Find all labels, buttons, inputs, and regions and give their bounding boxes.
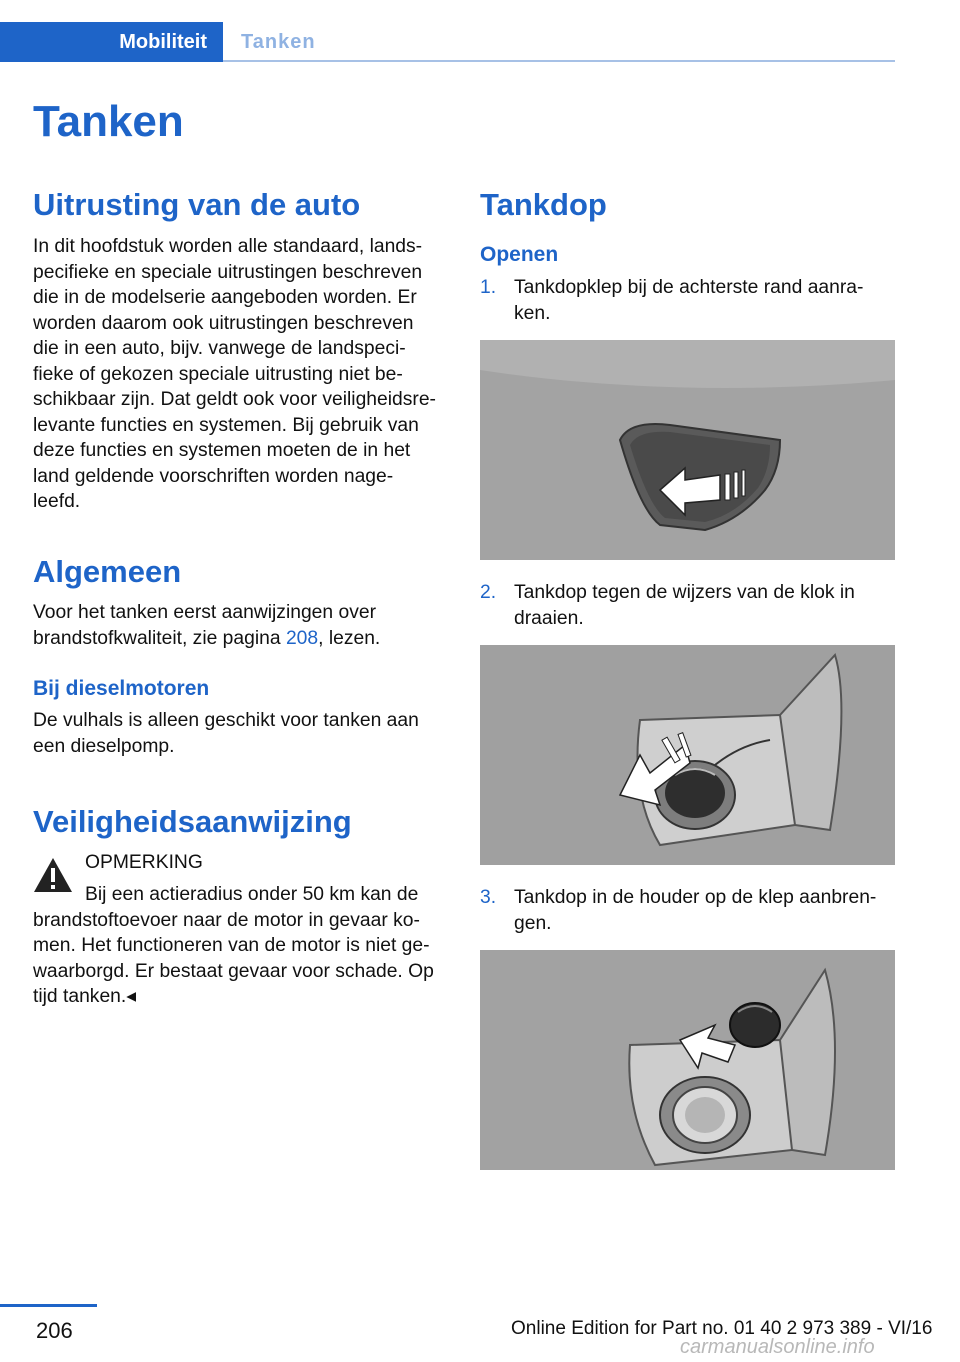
figure-cap-turn (480, 645, 895, 865)
step-text (514, 275, 904, 326)
fuel-flap-press-illustration (480, 340, 895, 560)
heading-dieselmotoren: Bij dieselmotoren (33, 677, 210, 700)
heading-algemeen: Algemeen (33, 554, 182, 589)
text-segment: , lezen. (318, 627, 381, 649)
text-line: brandstoftoevoer naar de motor in gevaar ko- (33, 909, 420, 931)
edition-note: Online Edition for Part no. 01 40 2 973 389 - VI/16 (511, 1318, 933, 1339)
tab-mobiliteit[interactable]: Mobiliteit (0, 22, 223, 62)
text-line: waarborgd. Er bestaat gevaar voor schade. Op (33, 960, 434, 982)
header-divider (223, 60, 895, 62)
text-line: Tankdop in de houder op de klep aanbren- (514, 887, 877, 908)
heading-veiligheid: Veiligheidsaanwijzing (33, 804, 352, 839)
text-line: land geldende voorschriften worden nage- (33, 465, 394, 487)
text-line: draaien. (514, 607, 584, 629)
cap-holder-illustration (480, 950, 895, 1170)
text-line: levante functies en systemen. Bij gebruik van (33, 414, 419, 436)
page-link-208[interactable]: 208 (285, 627, 319, 649)
text-line: die in de modelserie aangeboden worden. Er (33, 287, 417, 308)
text-line: Tankdop tegen de wijzers van de klok in (514, 582, 855, 603)
text-line: gen. (514, 912, 552, 934)
diesel-text (33, 708, 453, 759)
text-line: ken. (514, 302, 551, 324)
text-line: tijd tanken.◂ (33, 986, 136, 1007)
text-line: leefd. (33, 491, 81, 512)
text-line: die in een auto, bijv. vanwege de landspeci- (33, 338, 406, 359)
text-line: deze functies en systemen moeten de in het (33, 440, 411, 461)
step-text (514, 580, 904, 631)
text-line: pecifieke en speciale uitrustingen beschreven (33, 261, 423, 283)
uitrusting-text (33, 234, 453, 515)
watermark: carmanualsonline.info (680, 1336, 875, 1358)
notice-label: OPMERKING (85, 852, 203, 873)
step-number: 2. (480, 582, 497, 603)
heading-uitrusting: Uitrusting van de auto (33, 187, 361, 222)
text-line: Voor het tanken eerst aanwijzingen over (33, 602, 376, 623)
warning-triangle-icon (33, 857, 73, 893)
heading-tankdop: Tankdop (480, 187, 607, 222)
notice-text (33, 908, 453, 1010)
figure-cap-holder (480, 950, 895, 1170)
text-line: Tankdopklep bij de achterste rand aanra- (514, 277, 864, 298)
figure-fuel-flap-press (480, 340, 895, 560)
text-line: In dit hoofdstuk worden alle standaard, lands- (33, 236, 423, 257)
tab-tanken[interactable]: Tanken (241, 30, 316, 53)
text-line: fieke of gekozen speciale uitrusting niet be- (33, 363, 403, 385)
step-text (514, 885, 904, 936)
page-title: Tanken (33, 97, 184, 146)
footer-divider (0, 1304, 97, 1307)
text-line: een dieselpomp. (33, 735, 175, 757)
algemeen-text (33, 600, 453, 651)
notice-first-line: Bij een actieradius onder 50 km kan de (85, 884, 419, 905)
step-number: 3. (480, 887, 497, 908)
heading-openen: Openen (480, 243, 559, 266)
cap-turn-illustration (480, 645, 895, 865)
text-line (33, 626, 453, 652)
text-line: De vulhals is alleen geschikt voor tanken aan (33, 710, 419, 731)
page-number: 206 (36, 1318, 73, 1343)
text-line: men. Het functioneren van de motor is niet ge- (33, 935, 430, 956)
step-number: 1. (480, 277, 497, 298)
text-segment: brandstofkwaliteit, zie pagina (33, 627, 286, 649)
text-line: schikbaar zijn. Dat geldt ook voor veiligheidsre- (33, 389, 436, 410)
text-line: worden daarom ook uitrustingen beschreven (33, 312, 414, 334)
